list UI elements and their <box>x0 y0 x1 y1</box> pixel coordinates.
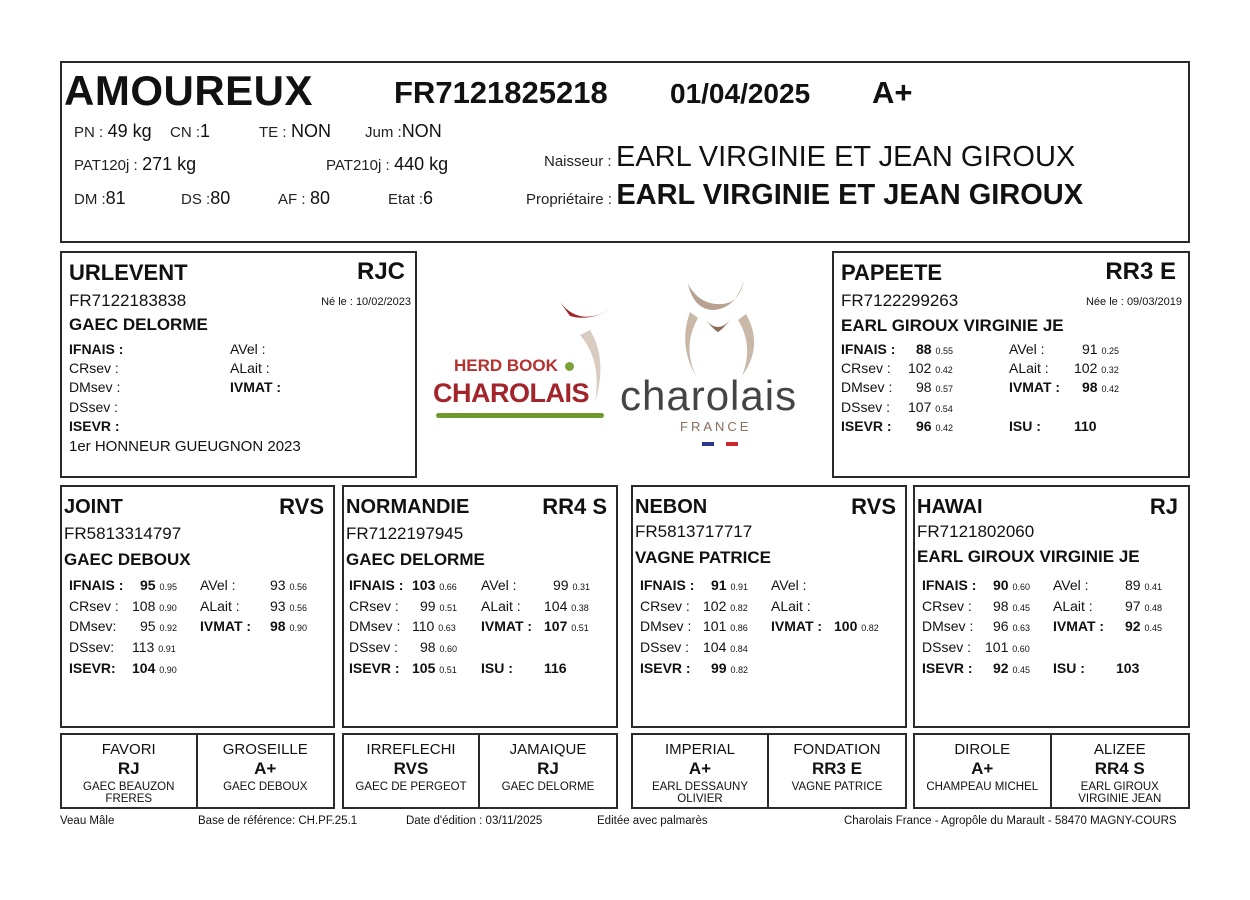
ivmat-label: IVMAT : <box>481 618 533 634</box>
sire-alait-label: ALait : <box>230 360 270 376</box>
herdbook-line2: CHAROLAIS <box>433 378 589 408</box>
dam-dssev-label: DSsev : <box>841 399 891 415</box>
great-grandparent-cell <box>480 735 616 807</box>
ifnais-label: IFNAIS : <box>349 577 404 593</box>
field-pat120 <box>74 154 196 175</box>
isevr-label: ISEVR : <box>349 660 400 676</box>
dssev-label: DSsev: <box>69 639 115 655</box>
dam-avel: 91 0.25 <box>1082 341 1119 357</box>
gg-owner: VAGNE PATRICE <box>791 781 883 793</box>
great-grandparent-cell <box>344 735 480 807</box>
ivmat-value: 100 0.82 <box>834 618 879 634</box>
gg-owner: GAEC DE PERGEOT <box>355 781 467 793</box>
gg-race: RR3 E <box>811 759 863 778</box>
sire-avel-label: AVel : <box>230 341 266 357</box>
footer-edition: Date d'édition : 03/11/2025 <box>406 815 543 827</box>
proprietaire-value: EARL VIRGINIE ET JEAN GIROUX <box>616 179 1084 211</box>
avel-value: 99 0.31 <box>553 577 590 593</box>
birth-value: 09/03/2019 <box>1126 296 1182 308</box>
isu-label: ISU : <box>1053 660 1085 676</box>
dam-name: PAPEETE <box>841 260 943 285</box>
sire-palmares: 1er HONNEUR GUEUGNON 2023 <box>69 438 301 455</box>
dam-avel-label: AVel : <box>1009 341 1045 357</box>
field-value: 49 kg <box>107 121 152 141</box>
gg-race: A+ <box>254 759 277 778</box>
ivmat-value: 107 0.51 <box>544 618 589 634</box>
gg-name: ALIZEE <box>1093 741 1146 758</box>
grandparent-owner: VAGNE PATRICE <box>635 548 772 567</box>
great-grandparent-cell <box>1052 735 1189 807</box>
naisseur-label: Naisseur : <box>544 153 612 170</box>
gg-name: IMPERIAL <box>664 741 736 758</box>
dam-crsev: 102 0.42 <box>908 360 953 376</box>
field-label: DS : <box>181 191 211 208</box>
proprietaire-row <box>526 179 1083 212</box>
grandparent-name: NORMANDIE <box>346 496 470 518</box>
dmsev-label: DMsev : <box>349 618 401 634</box>
dam-isu-label: ISU : <box>1009 418 1041 434</box>
sire-name: URLEVENT <box>69 260 188 285</box>
dam-dssev: 107 0.54 <box>908 399 953 415</box>
dssev-value: 101 0.60 <box>985 639 1030 655</box>
dmsev-value: 96 0.63 <box>993 618 1030 634</box>
alait-value: 97 0.48 <box>1125 598 1162 614</box>
ifnais-value: 103 0.66 <box>412 577 457 593</box>
avel-label: AVel : <box>481 577 517 593</box>
dam-alait-label: ALait : <box>1009 360 1049 376</box>
sire-race: RJC <box>356 258 405 285</box>
ivmat-label: IVMAT : <box>200 618 252 634</box>
footer-palmares: Editée avec palmarès <box>597 815 708 827</box>
crsev-value: 108 0.90 <box>132 598 177 614</box>
isu-label: ISU : <box>481 660 513 676</box>
isu-value: 116 <box>544 660 567 676</box>
grandparent-name: HAWAI <box>917 496 983 518</box>
dssev-value: 104 0.84 <box>703 639 748 655</box>
field-label: Jum : <box>365 124 402 141</box>
gg-owner: GAEC DELORME <box>501 781 595 793</box>
dam-card <box>832 251 1190 478</box>
sire-dssev-label: DSsev : <box>69 399 119 415</box>
ifnais-value: 95 0.95 <box>140 577 177 593</box>
field-label: TE : <box>259 124 287 141</box>
gg-owner: EARL DESSAUNY OLIVIER <box>651 781 749 805</box>
dmsev-value: 101 0.86 <box>703 618 748 634</box>
naisseur-row <box>544 141 1075 174</box>
field-label: DM : <box>74 191 106 208</box>
field-value: NON <box>290 121 331 141</box>
alait-label: ALait : <box>200 598 240 614</box>
dam-dmsev-label: DMsev : <box>841 379 893 395</box>
ifnais-value: 91 0.91 <box>711 577 748 593</box>
field-jum <box>365 121 442 142</box>
field-label: PN : <box>74 124 104 141</box>
field-label: PAT210j : <box>326 157 390 174</box>
dam-owner: EARL GIROUX VIRGINIE JE <box>841 316 1064 335</box>
dmsev-label: DMsev: <box>69 618 117 634</box>
grandparent-id: FR5813717717 <box>635 522 753 541</box>
animal-race: A+ <box>872 75 913 110</box>
crsev-label: CRsev : <box>922 598 972 614</box>
birth-label: Née le : <box>1085 296 1124 308</box>
avel-value: 89 0.41 <box>1125 577 1162 593</box>
grandparent-card <box>631 485 907 728</box>
gg-owner: GAEC DEBOUX <box>223 781 308 793</box>
dam-isevr: 96 0.42 <box>916 418 953 434</box>
birth-value: 10/02/2023 <box>355 296 411 308</box>
field-label: CN : <box>170 124 200 141</box>
avel-label: AVel : <box>200 577 236 593</box>
field-value: 440 kg <box>394 154 449 174</box>
dmsev-label: DMsev : <box>640 618 692 634</box>
dmsev-value: 95 0.92 <box>140 618 177 634</box>
grandparent-race: RVS <box>851 494 896 519</box>
proprietaire-label: Propriétaire : <box>526 191 612 208</box>
dssev-label: DSsev : <box>922 639 972 655</box>
gg-name: GROSEILLE <box>222 741 308 758</box>
grandparent-race: RJ <box>1149 494 1178 519</box>
sire-crsev-label: CRsev : <box>69 360 119 376</box>
gg-owner: EARL GIROUX VIRGINIE JEAN <box>1078 781 1162 805</box>
gg-name: FAVORI <box>101 741 156 758</box>
gg-owner: CHAMPEAU MICHEL <box>926 781 1039 793</box>
field-te <box>259 121 331 142</box>
gg-race: A+ <box>971 759 994 778</box>
field-label: AF : <box>278 191 306 208</box>
grandparent-card <box>913 485 1190 728</box>
great-grandparent-cell <box>915 735 1052 807</box>
animal-name: AMOUREUX <box>64 67 314 114</box>
gg-name: FONDATION <box>793 741 881 758</box>
french-flag-icon <box>702 442 742 446</box>
field-etat <box>388 188 433 209</box>
dam-ifnais-label: IFNAIS : <box>841 341 896 357</box>
grandparent-id: FR7121802060 <box>917 522 1035 541</box>
sire-id: FR7122183838 <box>69 291 187 310</box>
sire-ifnais-label: IFNAIS : <box>69 341 124 357</box>
isevr-value: 105 0.51 <box>412 660 457 676</box>
charolais-france-word: FRANCE <box>680 419 752 434</box>
gg-owner: GAEC BEAUZON FRERES <box>83 781 175 805</box>
dam-ifnais: 88 0.55 <box>916 341 953 357</box>
dam-crsev-label: CRsev : <box>841 360 891 376</box>
dam-race: RR3 E <box>1105 258 1176 285</box>
herdbook-line1: HERD BOOK <box>454 356 558 375</box>
dam-ivmat-label: IVMAT : <box>1009 379 1061 395</box>
dam-ivmat: 98 0.42 <box>1082 379 1119 395</box>
avel-value: 93 0.56 <box>270 577 307 593</box>
great-grandparent-cell <box>62 735 198 807</box>
gg-name: JAMAIQUE <box>509 741 587 758</box>
dssev-label: DSsev : <box>640 639 690 655</box>
birth-label: Né le : <box>321 296 353 308</box>
crsev-label: CRsev : <box>69 598 119 614</box>
field-cn <box>170 121 210 142</box>
field-pat210 <box>326 154 448 175</box>
grandparent-name: NEBON <box>635 496 708 518</box>
gg-race: RJ <box>537 759 559 778</box>
gg-race: RR4 S <box>1094 759 1145 778</box>
avel-label: AVel : <box>771 577 807 593</box>
great-grandparent-pair <box>913 733 1190 809</box>
gg-race: A+ <box>688 759 712 778</box>
alait-value: 104 0.38 <box>544 598 589 614</box>
alait-value: 93 0.56 <box>270 598 307 614</box>
dssev-value: 98 0.60 <box>420 639 457 655</box>
animal-header-box <box>60 61 1190 243</box>
herdbook-logo <box>430 290 620 430</box>
field-label: PAT120j : <box>74 157 138 174</box>
crsev-label: CRsev : <box>640 598 690 614</box>
grandparent-owner: GAEC DEBOUX <box>64 550 191 569</box>
grandparent-card <box>342 485 618 728</box>
great-grandparent-pair <box>631 733 907 809</box>
sire-card <box>60 251 417 478</box>
great-grandparent-cell <box>633 735 769 807</box>
ivmat-value: 92 0.45 <box>1125 618 1162 634</box>
charolais-word: charolais <box>620 372 798 419</box>
sire-dmsev-label: DMsev : <box>69 379 121 395</box>
sire-birth <box>321 296 411 308</box>
gg-race: RVS <box>393 759 429 778</box>
grandparent-name: JOINT <box>64 496 123 518</box>
isevr-label: ISEVR : <box>922 660 973 676</box>
herdbook-dot-icon <box>565 362 574 371</box>
grandparent-owner: EARL GIROUX VIRGINIE JE <box>917 547 1140 566</box>
animal-birth-date: 01/04/2025 <box>670 78 811 109</box>
grandparent-id: FR7122197945 <box>346 524 464 543</box>
alait-label: ALait : <box>481 598 521 614</box>
ivmat-label: IVMAT : <box>771 618 823 634</box>
footer-base: Base de référence: CH.PF.25.1 <box>198 815 358 827</box>
grandparent-card <box>60 485 335 728</box>
field-value: 271 kg <box>142 154 197 174</box>
sire-owner: GAEC DELORME <box>69 315 208 334</box>
isu-value: 103 <box>1116 660 1140 676</box>
dam-dmsev: 98 0.57 <box>916 379 953 395</box>
dam-birth <box>1086 296 1182 308</box>
dssev-label: DSsev : <box>349 639 399 655</box>
isevr-value: 104 0.90 <box>132 660 177 676</box>
sire-isevr-label: ISEVR : <box>69 418 120 434</box>
field-pn <box>74 121 152 142</box>
dam-isevr-label: ISEVR : <box>841 418 892 434</box>
dmsev-label: DMsev : <box>922 618 974 634</box>
ifnais-label: IFNAIS : <box>640 577 695 593</box>
ifnais-value: 90 0.60 <box>993 577 1030 593</box>
field-value: 80 <box>309 188 330 208</box>
animal-id: FR7121825218 <box>394 75 608 110</box>
ivmat-label: IVMAT : <box>1053 618 1105 634</box>
footer-sex: Veau Mâle <box>60 815 115 827</box>
field-af <box>278 188 330 209</box>
field-label: Etat : <box>388 191 424 208</box>
gg-race: RJ <box>117 759 140 778</box>
dam-isu: 110 <box>1074 418 1097 434</box>
dam-id: FR7122299263 <box>841 291 959 310</box>
dssev-value: 113 0.91 <box>132 639 176 655</box>
field-value: NON <box>401 121 442 141</box>
charolais-france-logo <box>618 276 828 451</box>
ivmat-value: 98 0.90 <box>270 618 307 634</box>
great-grandparent-cell <box>769 735 905 807</box>
sire-ivmat-label: IVMAT : <box>230 379 282 395</box>
grandparent-race: RR4 S <box>542 494 607 519</box>
naisseur-value: EARL VIRGINIE ET JEAN GIROUX <box>615 141 1076 173</box>
ifnais-label: IFNAIS : <box>69 577 124 593</box>
crsev-value: 102 0.82 <box>703 598 748 614</box>
great-grandparent-pair <box>342 733 618 809</box>
field-value: 81 <box>105 188 126 208</box>
field-value: 80 <box>210 188 231 208</box>
field-ds <box>181 188 230 209</box>
grandparent-id: FR5813314797 <box>64 524 182 543</box>
field-dm <box>74 188 126 209</box>
charolais-bull-icon <box>618 276 828 386</box>
field-value: 1 <box>200 121 211 141</box>
great-grandparent-pair <box>60 733 335 809</box>
footer-address: Charolais France - Agropôle du Marault - 58470 MAGNY-COURS <box>844 815 1177 827</box>
crsev-value: 98 0.45 <box>993 598 1030 614</box>
alait-label: ALait : <box>771 598 811 614</box>
ifnais-label: IFNAIS : <box>922 577 977 593</box>
avel-label: AVel : <box>1053 577 1089 593</box>
dmsev-value: 110 0.63 <box>412 618 456 634</box>
grandparent-owner: GAEC DELORME <box>346 550 485 569</box>
isevr-label: ISEVR: <box>69 660 116 676</box>
field-value: 6 <box>423 188 434 208</box>
crsev-value: 99 0.51 <box>420 598 457 614</box>
herdbook-underline <box>436 413 604 418</box>
isevr-value: 92 0.45 <box>993 660 1030 676</box>
great-grandparent-cell <box>198 735 334 807</box>
gg-name: IRREFLECHI <box>366 741 456 758</box>
crsev-label: CRsev : <box>349 598 399 614</box>
isevr-value: 99 0.82 <box>711 660 748 676</box>
grandparent-race: RVS <box>279 494 324 519</box>
isevr-label: ISEVR : <box>640 660 691 676</box>
dam-alait: 102 0.32 <box>1074 360 1119 376</box>
gg-name: DIROLE <box>954 741 1011 758</box>
alait-label: ALait : <box>1053 598 1093 614</box>
